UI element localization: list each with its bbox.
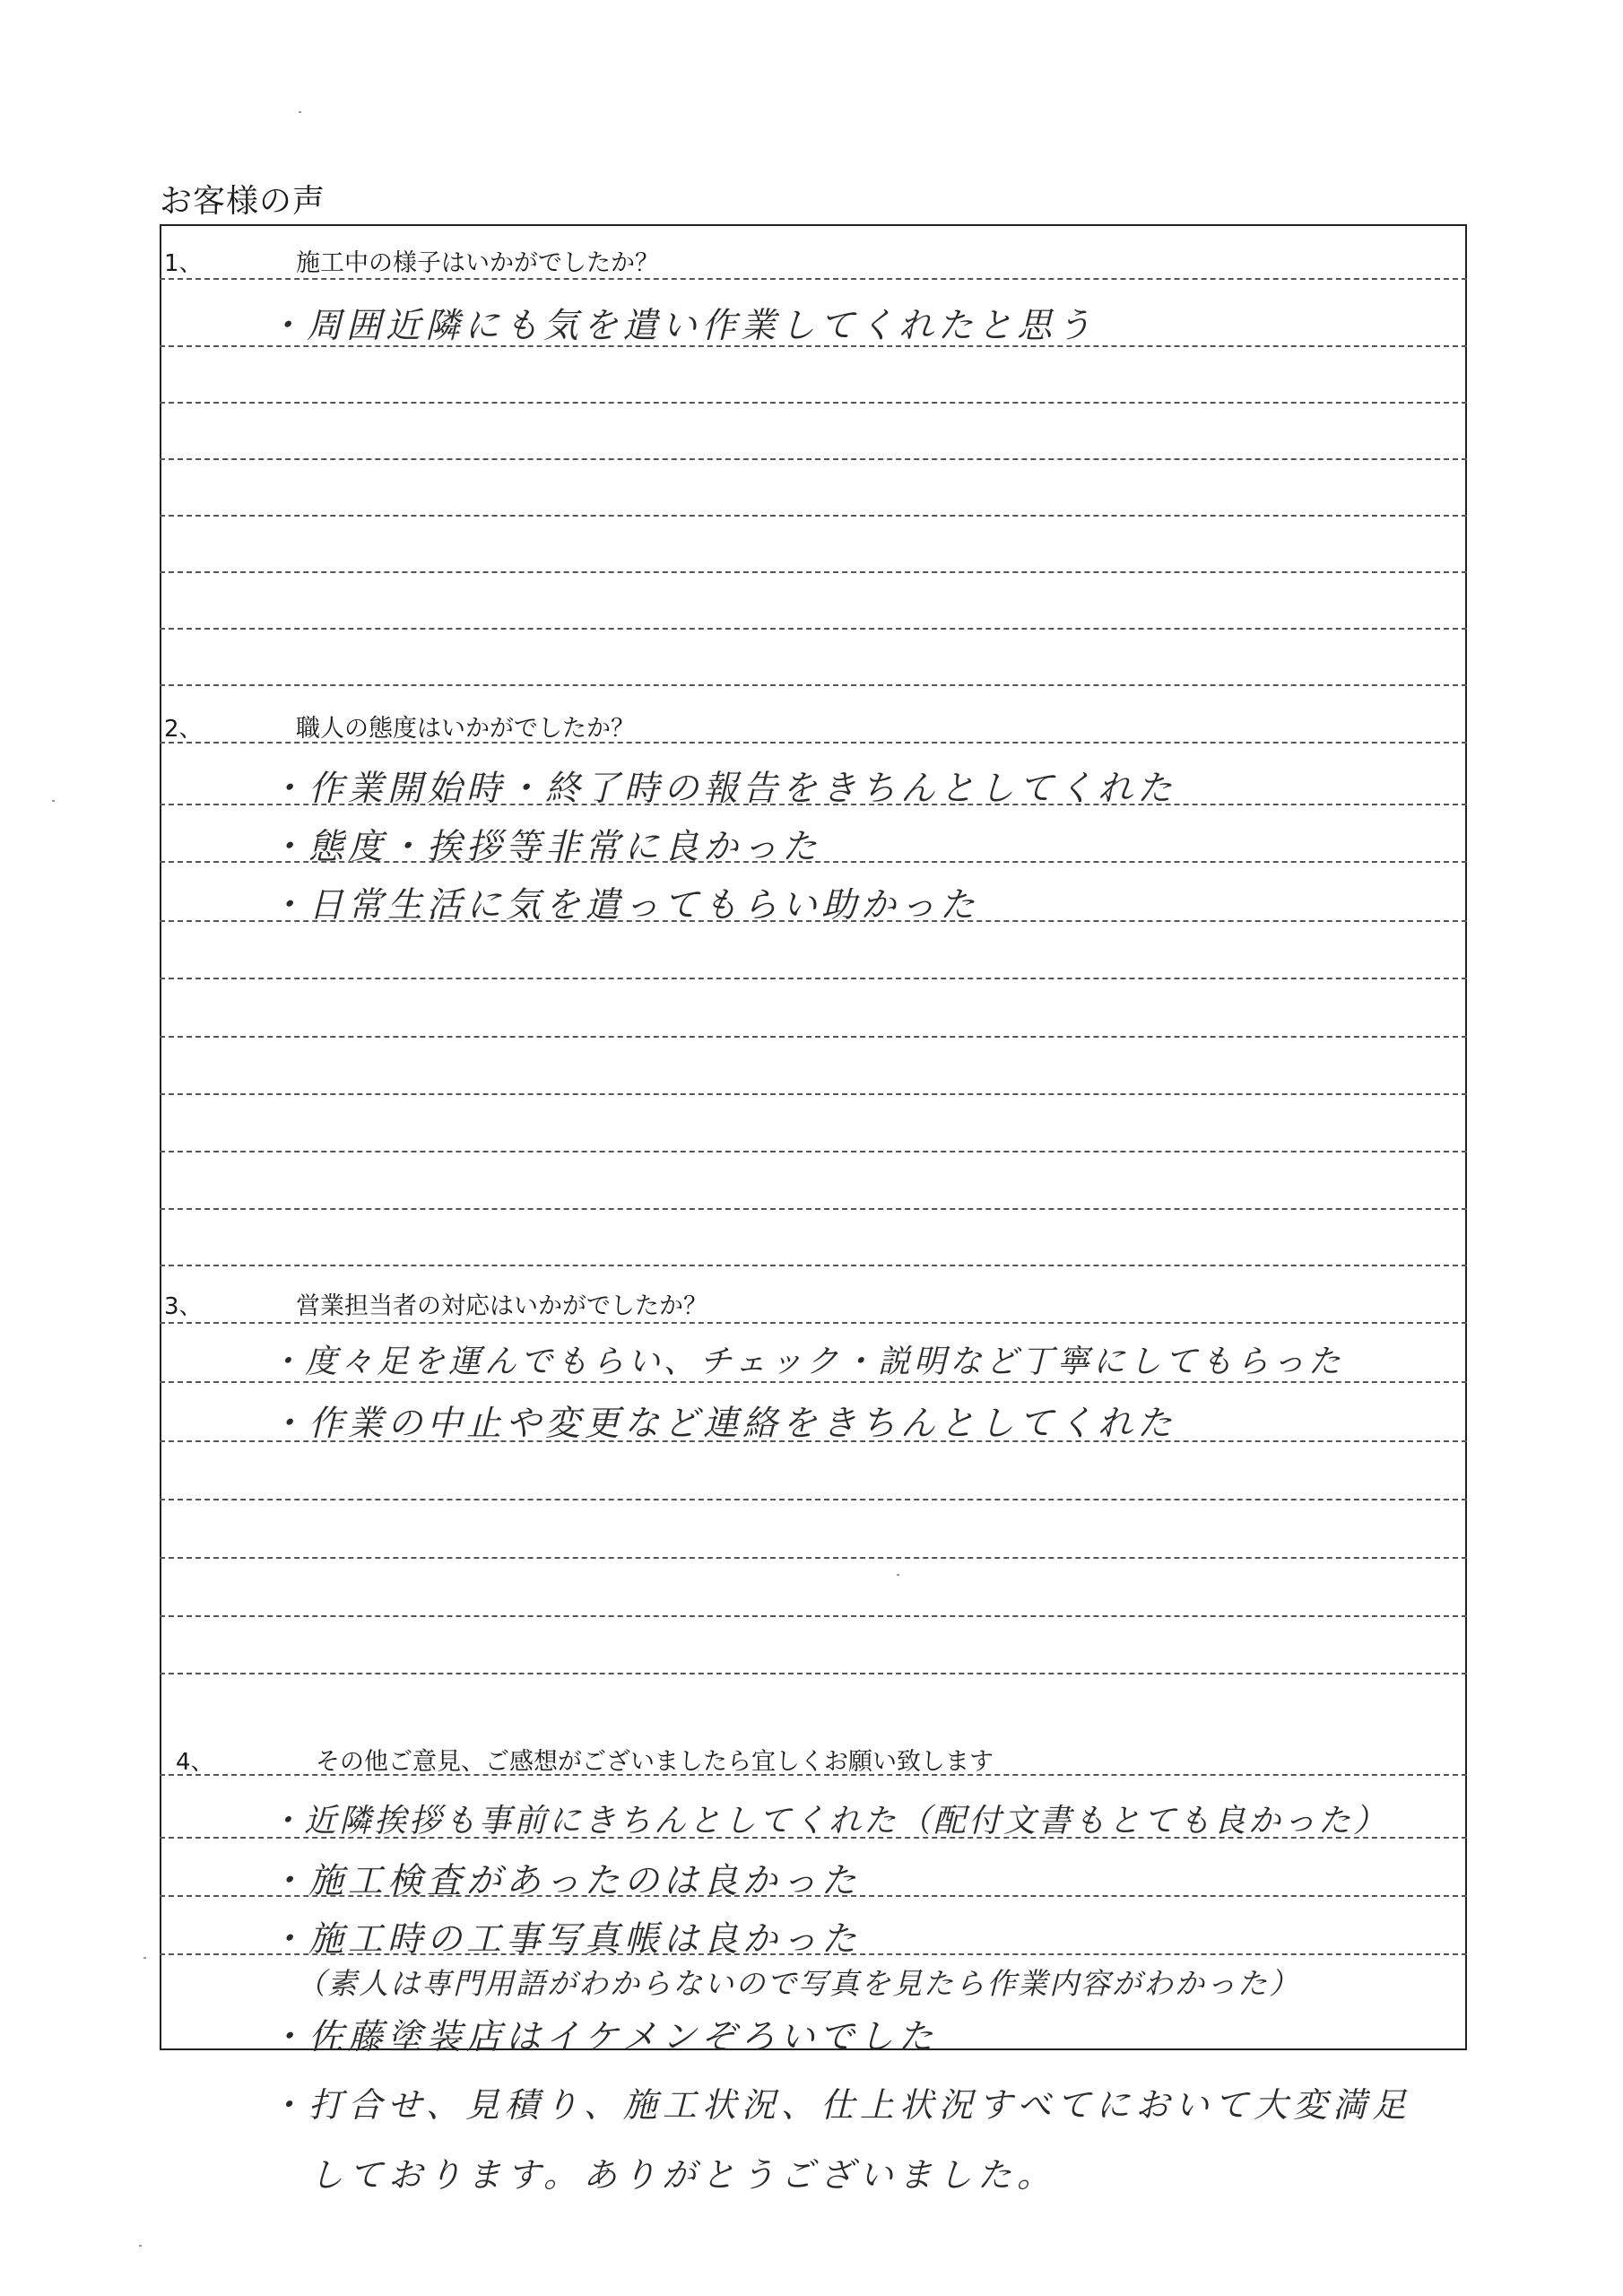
question-2-text: 職人の態度はいかがでしたか？ — [296, 715, 635, 743]
ruled-line — [160, 515, 1467, 517]
handwritten-answer: ・周囲近隣にも気を遣い作業してくれたと思う — [267, 306, 1097, 346]
question-2-number: 2、 — [164, 716, 203, 743]
scan-speck — [897, 1574, 899, 1576]
question-1-number: 1、 — [164, 250, 203, 277]
question-3-number: 3、 — [164, 1293, 203, 1320]
ruled-line — [160, 861, 1467, 863]
question-4-number: 4、 — [176, 1749, 214, 1776]
handwritten-answer: ・佐藤塗装店はイケメンぞろいでした — [269, 2017, 938, 2057]
handwritten-answer: ・近隣挨拶も事前にきちんとしてくれた（配付文書もとても良かった） — [269, 1803, 1389, 1839]
page-title: お客様の声 — [160, 183, 326, 220]
handwritten-answer: ・日常生活に気を遣ってもらい助かった — [269, 885, 980, 926]
ruled-line — [160, 742, 1467, 744]
ruled-line — [160, 1774, 1467, 1776]
question-1-text: 施工中の様子はいかがでしたか？ — [296, 249, 659, 277]
ruled-line — [160, 278, 1467, 280]
ruled-line — [160, 804, 1467, 805]
question-3-text: 営業担当者の対応はいかがでしたか？ — [296, 1292, 707, 1320]
ruled-line — [160, 1440, 1467, 1442]
ruled-line — [160, 1093, 1467, 1095]
handwritten-answer: ・作業開始時・終了時の報告をきちんとしてくれた — [269, 769, 1177, 809]
ruled-line — [160, 1837, 1467, 1839]
handwritten-answer: ・施工時の工事写真帳は良かった — [269, 1919, 862, 1960]
ruled-line — [160, 920, 1467, 922]
ruled-line — [160, 458, 1467, 460]
ruled-line — [160, 1953, 1467, 1955]
scan-speck — [139, 2245, 142, 2247]
scan-speck — [299, 111, 301, 113]
ruled-line — [160, 628, 1467, 630]
handwritten-answer: ・施工検査があったのは良かった — [269, 1861, 861, 1901]
ruled-line — [160, 1265, 1467, 1266]
ruled-line — [160, 402, 1467, 404]
ruled-line — [160, 1151, 1467, 1152]
ruled-line — [160, 1673, 1467, 1674]
handwritten-answer: ・度々足を運んでもらい、チェック・説明など丁寧にしてもらった — [269, 1344, 1344, 1380]
ruled-line — [160, 571, 1467, 573]
question-4-text: その他ご意見、ご感想がございましたら宜しくお願い致します — [316, 1748, 994, 1776]
ruled-line — [160, 978, 1467, 979]
handwritten-closing: ・打合せ、見積り、施工状況、仕上状況すべてにおいて大変満足 — [269, 2085, 1412, 2125]
ruled-line — [160, 1615, 1467, 1617]
ruled-line — [160, 1322, 1467, 1324]
ruled-line — [160, 1381, 1467, 1383]
ruled-line — [160, 1557, 1467, 1559]
scan-speck — [143, 1957, 146, 1959]
handwritten-answer: （素人は専門用語がわからないので写真を見たら作業内容がわかった） — [296, 1966, 1300, 2001]
ruled-line — [160, 1895, 1467, 1897]
handwritten-answer: ・態度・挨拶等非常に良かった — [269, 827, 822, 867]
ruled-line — [160, 1208, 1467, 1210]
ruled-line — [160, 345, 1467, 347]
scan-speck — [52, 800, 55, 802]
ruled-line — [160, 684, 1467, 686]
ruled-line — [160, 1036, 1467, 1038]
handwritten-closing: しております。ありがとうございました。 — [309, 2155, 1056, 2195]
ruled-line — [160, 1499, 1467, 1500]
handwritten-answer: ・作業の中止や変更など連絡をきちんとしてくれた — [269, 1404, 1177, 1444]
